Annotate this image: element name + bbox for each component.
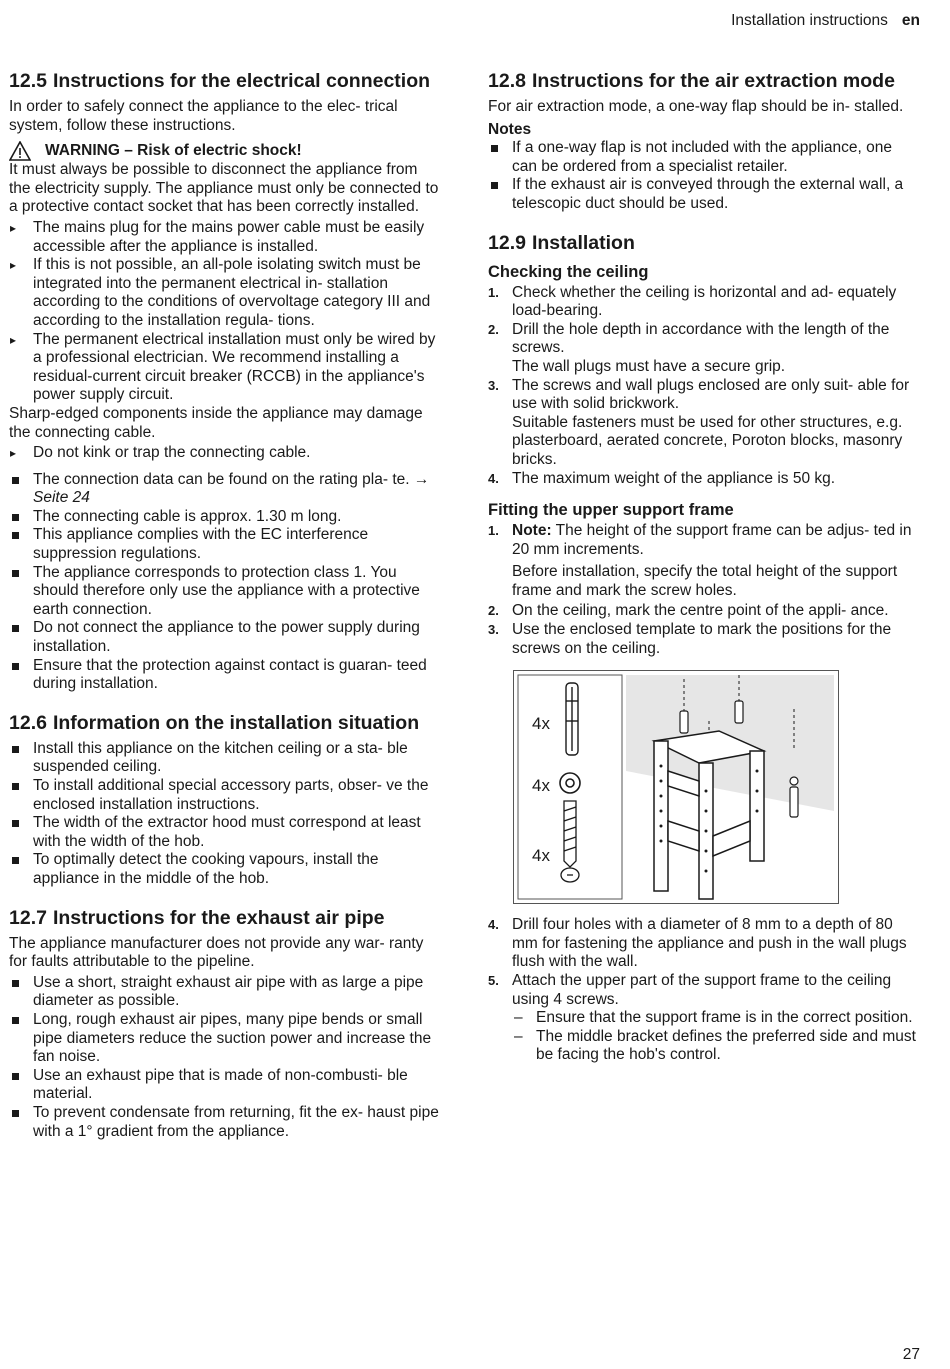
right-column: [488, 70, 920, 1083]
support-frame-drawing: [514, 671, 838, 903]
list-item: To install additional special accessory parts, obser- ve the enclosed installation instructions.: [9, 777, 441, 814]
warning-triangle-icon: [9, 141, 31, 161]
plug-count-label: 4x: [532, 714, 550, 734]
list-item: This appliance complies with the EC interference suppression regulations.: [9, 526, 441, 563]
list-item: Use an exhaust pipe that is made of non-combusti- ble material.: [9, 1067, 441, 1104]
list-item: ▸ Do not kink or trap the connecting cable.: [9, 444, 441, 463]
list-item: The width of the extractor hood must correspond at least with the width of the hob.: [9, 814, 441, 851]
list-item: ▸ The mains plug for the mains power cable must be easily accessible after the appliance is installed.: [9, 219, 441, 256]
list-item: – The middle bracket defines the preferred side and must be facing the hob's control.: [512, 1028, 920, 1065]
sharp-edge-text: Sharp-edged components inside the appliance may damage the connecting cable.: [9, 404, 423, 441]
step-item: 3. The screws and wall plugs enclosed are only suit- able for use with solid brickwork. Suitable fasteners must be used for other structures, e.g. plasterboard, aerated concrete, Poroton blocks, masonry bricks.: [488, 376, 910, 468]
connection-bullets: [9, 471, 441, 694]
page-header: [731, 12, 920, 31]
step-item: 1. Check whether the ceiling is horizontal and ad- equately load-bearing.: [488, 283, 897, 320]
wall-plug-icon: [566, 683, 578, 755]
step-item: 5. Attach the upper part of the support frame to the ceiling using 4 screws.: [488, 972, 892, 1008]
list-item: If a one-way flap is not included with the appliance, one can be ordered from a specialist retailer.: [488, 139, 920, 176]
screw-count-label: 4x: [532, 846, 550, 866]
screw-icon: [561, 801, 579, 882]
page-reference-link[interactable]: → Seite 24: [33, 470, 430, 507]
cable-instruction: [9, 444, 441, 463]
list-item: Install this appliance on the kitchen ceiling or a sta- ble suspended ceiling.: [9, 740, 441, 777]
page-number: 27: [902, 1346, 920, 1363]
list-item: To prevent condensate from returning, fit the ex- haust pipe with a 1° gradient from the appliance.: [9, 1104, 441, 1141]
list-item: The connection data can be found on the rating pla- te. → Seite 24: [9, 471, 441, 508]
ceiling-steps: [488, 284, 920, 489]
notes-title: Notes: [488, 120, 532, 138]
washer-count-label: 4x: [532, 776, 550, 796]
step-item: 4. Drill four holes with a diameter of 8 mm to a depth of 80 mm for fastening the appliance and push in the wall plugs flush with the wall.: [488, 916, 907, 971]
list-item: If the exhaust air is conveyed through the external wall, a telescopic duct should be used.: [488, 176, 920, 213]
list-item: Use a short, straight exhaust air pipe with as large a pipe diameter as possible.: [9, 974, 441, 1011]
left-column: [9, 70, 441, 1159]
section-12-5: [9, 70, 441, 694]
list-item: The appliance corresponds to protection class 1. You should therefore only use the appliance with a protective earth connection.: [9, 564, 441, 620]
installation-situation-bullets: [9, 740, 441, 889]
section-12-5-heading: 12.5 Instructions for the electrical connection: [9, 70, 431, 92]
list-item: Long, rough exhaust air pipes, many pipe bends or small pipe diameters reduce the suction power and increase the fan noise.: [9, 1011, 441, 1067]
list-item: To optimally detect the cooking vapours, install the appliance in the middle of the hob.: [9, 851, 441, 888]
list-item: Ensure that the protection against contact is guaran- teed during installation.: [9, 657, 441, 694]
section-12-8: [488, 70, 920, 214]
section-12-7-intro: The appliance manufacturer does not provide any war- ranty for faults attributable to the pipeline.: [9, 934, 424, 971]
checking-ceiling-heading: Checking the ceiling: [488, 262, 649, 281]
frame-steps-final: [488, 916, 920, 1009]
support-frame-illustration: [513, 670, 839, 904]
step-item: 4. The maximum weight of the appliance is 50 kg.: [488, 469, 836, 487]
warning-text: It must always be possible to disconnect the appliance from the electricity supply. The appliance must only be connected to a protective contact socket that has been correctly installed.: [9, 161, 439, 216]
frame-step-extra: Before installation, specify the total height of the support frame and mark the screw holes.: [512, 563, 898, 599]
notes-bullets: [488, 139, 920, 213]
step-item: 2. Drill the hole depth in accordance with the length of the screws. The wall plugs must have a secure grip.: [488, 320, 890, 375]
list-item: Do not connect the appliance to the power supply during installation.: [9, 619, 441, 656]
section-12-6: [9, 712, 441, 889]
list-item: The connecting cable is approx. 1.30 m long.: [9, 508, 441, 527]
list-item: ▸ If this is not possible, an all-pole isolating switch must be integrated into the permanent electrical in- stallation according to the conditions of overvoltage category III and according to the installation regula- tions.: [9, 256, 441, 330]
step-item: 3. Use the enclosed template to mark the positions for the screws on the ceiling.: [488, 621, 892, 657]
section-12-5-intro: In order to safely connect the appliance to the elec- trical system, follow these instructions.: [9, 98, 398, 134]
list-item: – Ensure that the support frame is in the correct position.: [512, 1009, 920, 1028]
section-12-8-heading: 12.8 Instructions for the air extraction mode: [488, 70, 895, 92]
warning-instructions: [9, 219, 441, 405]
step-item: 1. Note: The height of the support frame can be adjus- ted in 20 mm increments.: [488, 522, 912, 558]
exhaust-pipe-bullets: [9, 974, 441, 1141]
warning-heading: WARNING – Risk of electric shock!: [9, 141, 441, 161]
section-12-6-heading: 12.6 Information on the installation situation: [9, 711, 420, 734]
section-12-7: [9, 907, 441, 1142]
step-item: 2. On the ceiling, mark the centre point of the appli- ance.: [488, 602, 889, 620]
frame-steps: [488, 522, 920, 559]
section-12-7-heading: 12.7 Instructions for the exhaust air pipe: [9, 906, 385, 929]
header-title: Installation instructions: [731, 12, 888, 29]
frame-steps-continued: [488, 602, 920, 658]
fitting-frame-heading: Fitting the upper support frame: [488, 501, 734, 520]
section-12-8-intro: For air extraction mode, a one-way flap should be in- stalled.: [488, 98, 904, 115]
frame-position-notes: [512, 1009, 920, 1065]
language-code: en: [901, 12, 920, 29]
section-12-9: [488, 232, 920, 1065]
section-12-9-heading: 12.9 Installation: [488, 231, 635, 254]
washer-icon: [560, 773, 580, 793]
list-item: ▸ The permanent electrical installation must only be wired by a professional electrician. We recommend installing a residual-current circuit breaker (RCCB) in the appliance's power supply circuit.: [9, 331, 441, 405]
